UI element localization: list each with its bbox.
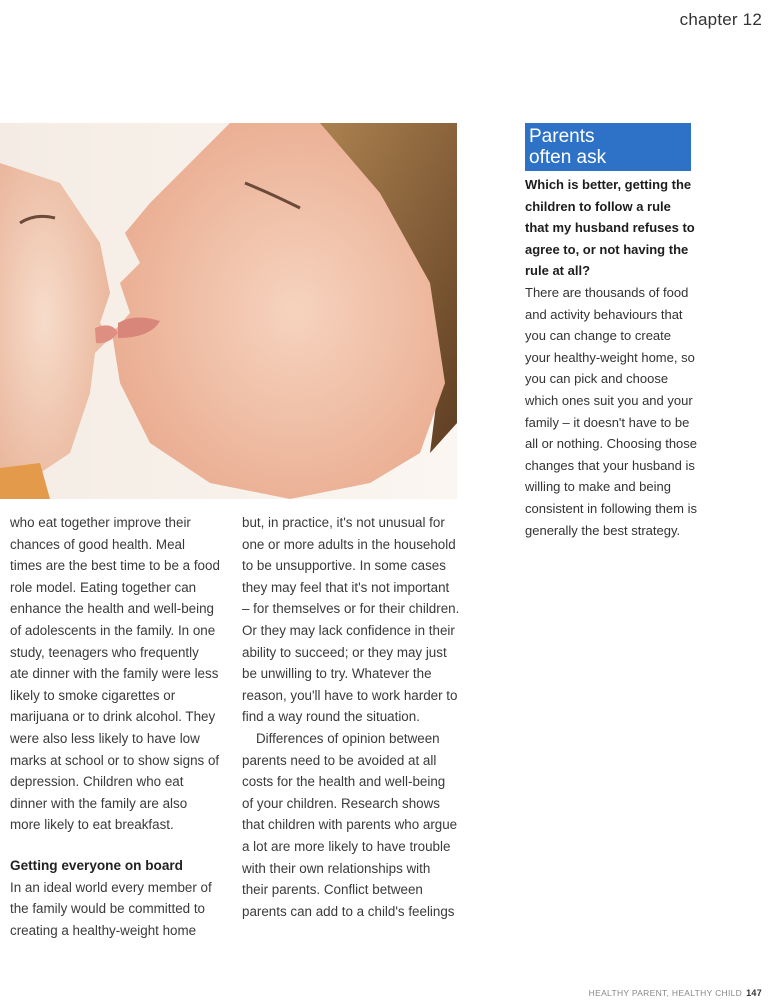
- chapter-label: chapter 12: [679, 10, 762, 29]
- badge-line-1: Parents: [529, 126, 595, 147]
- parents-often-ask-sidebar: [525, 123, 697, 541]
- column2-paragraph-1: but, in practice, it's not unusual for one or more adults in the household to be unsupportive. In some cases they may feel that it's not important – for themselves or for their children. Or they may lack confidence in their ability to succeed; or they may just be unwilling to try. Whatever the reason, you'll have to work harder to find a way round the situation.: [242, 515, 460, 725]
- footer-book-title: HEALTHY PARENT, HEALTHY CHILD: [588, 988, 743, 998]
- body-column-2: [242, 512, 460, 922]
- mother-kissing-child-photo: [0, 123, 457, 499]
- body-column-1: [10, 512, 220, 941]
- column1-paragraph-1: who eat together improve their chances of good health. Meal times are the best time to be a food role model. Eating together can enhance the health and well-being of adolescents in the family. In one study, teenagers who frequently ate dinner with the family were less likely to smoke cigarettes or marijuana or to drink alcohol. They were also less likely to have low marks at school or to show signs of depression. Children who eat dinner with the family are also more likely to eat breakfast.: [10, 515, 220, 833]
- page-footer: [589, 988, 762, 998]
- subheading-getting-everyone-on-board: Getting everyone on board: [10, 857, 183, 873]
- column2-paragraph-2: Differences of opinion between parents need to be avoided at all costs for the health and well-being of your children. Research shows that children with parents who argue a lot are more likely to have trouble with their own relationships with their parents. Conflict between parents can add to a child's feelings: [242, 730, 458, 919]
- sidebar-question: Which is better, getting the children to follow a rule that my husband refuses to agree to, or not having the rule at all?: [525, 177, 695, 279]
- column1-paragraph-2: In an ideal world every member of the family would be committed to creating a healthy-weight home: [10, 879, 212, 938]
- page-number: 147: [746, 988, 762, 998]
- sidebar-answer: There are thousands of food and activity behaviours that you can change to create your healthy-weight home, so you can pick and choose which ones suit you and your family – it doesn't have to be all or nothing. Choosing those changes that your husband is willing to make and being consistent in following them is generally the best strategy.: [525, 284, 698, 538]
- parents-often-ask-badge: [525, 123, 691, 171]
- badge-line-2: often ask: [529, 147, 607, 168]
